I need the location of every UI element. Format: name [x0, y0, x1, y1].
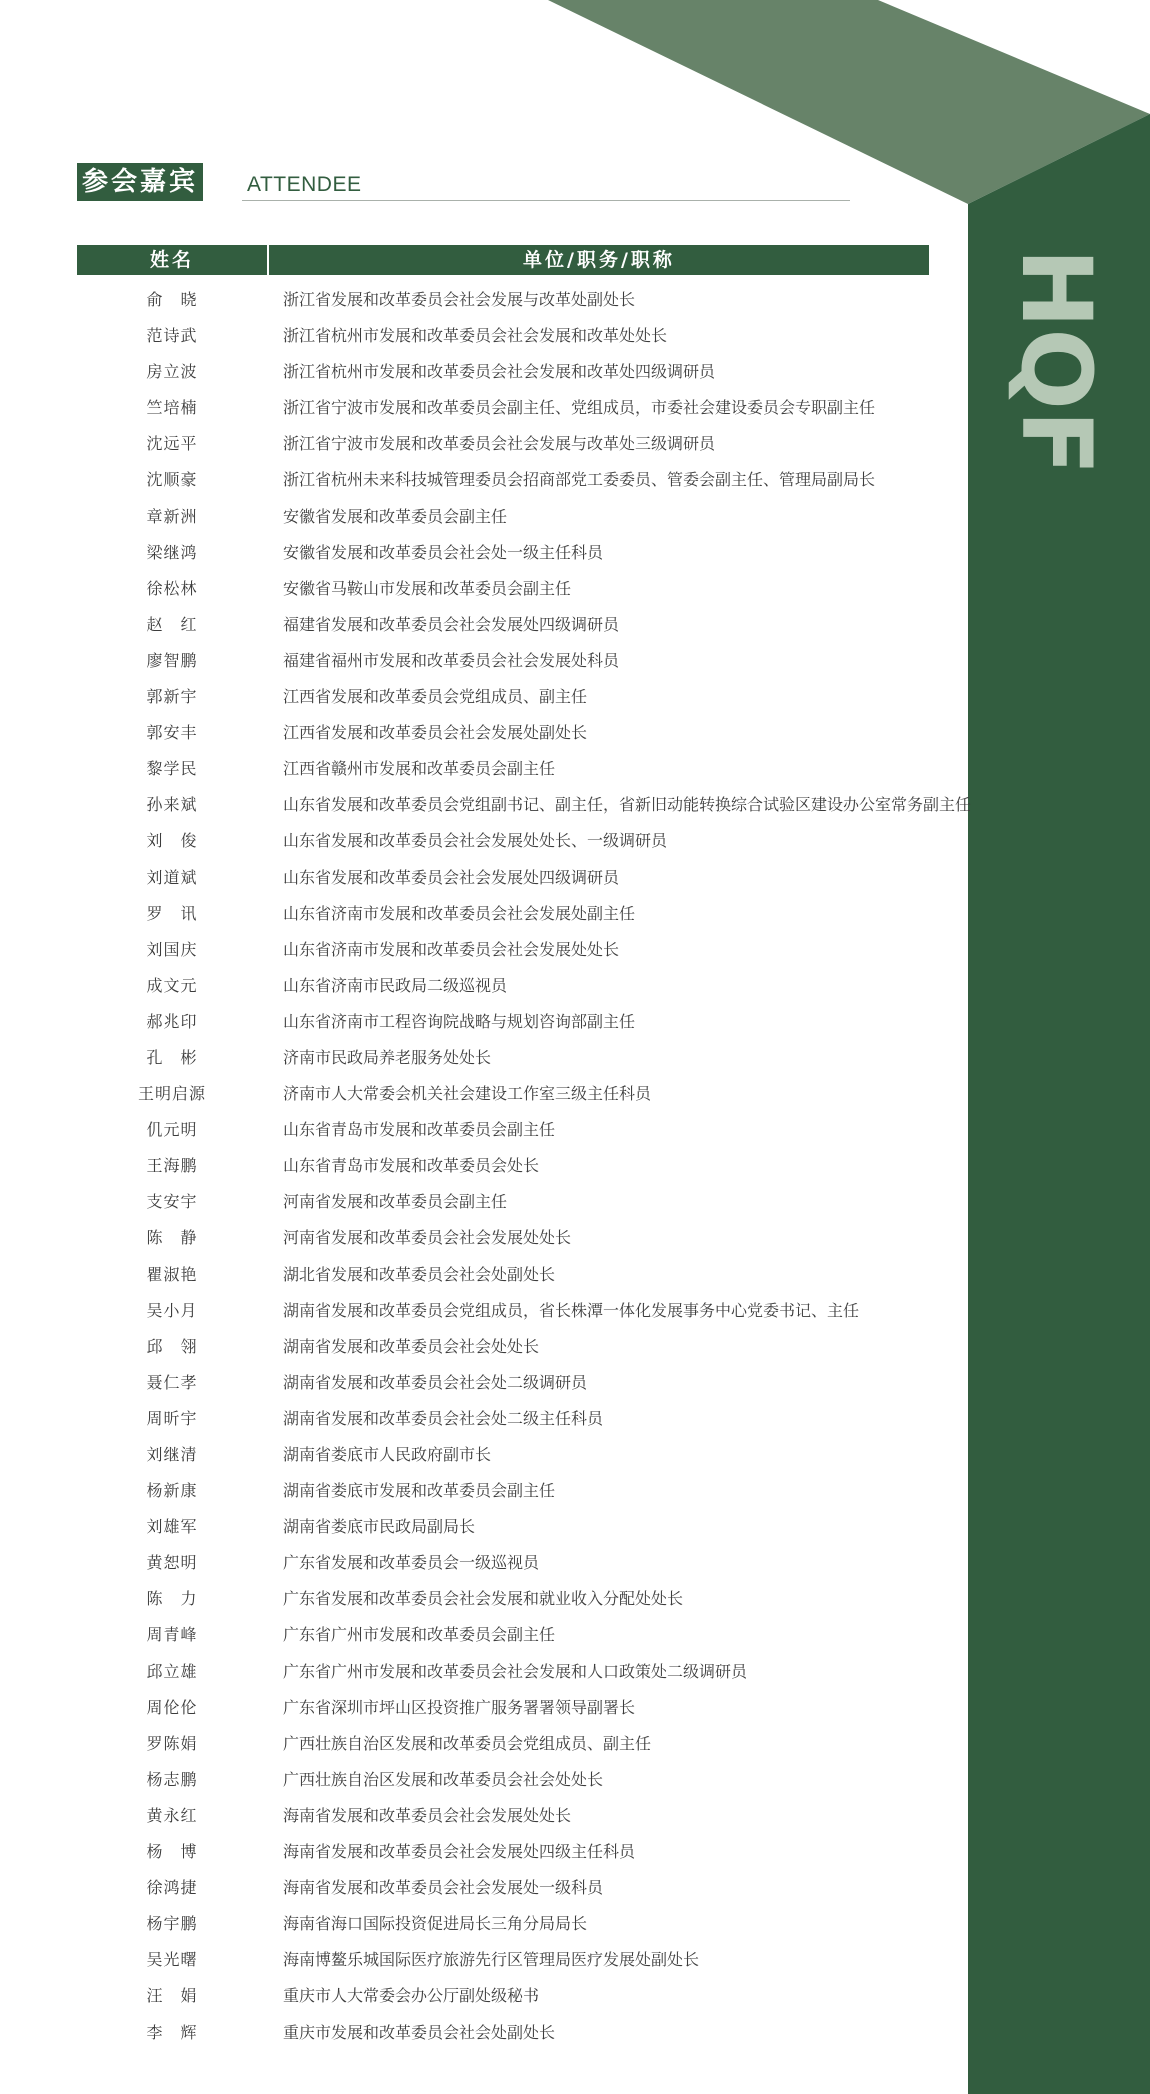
table-row [77, 465, 1027, 501]
attendee-title: 山东省济南市民政局二级巡视员 [283, 975, 508, 995]
attendee-name: 周青峰 [146, 1625, 198, 1645]
attendee-title: 江西省发展和改革委员会社会发展处副处长 [283, 723, 588, 743]
attendee-title: 浙江省宁波市发展和改革委员会副主任、党组成员，市委社会建设委员会专职副主任 [283, 398, 876, 418]
attendee-title: 广东省广州市发展和改革委员会社会发展和人口政策处二级调研员 [283, 1661, 748, 1681]
attendee-title: 海南省发展和改革委员会社会发展处处长 [283, 1805, 572, 1825]
table-row [77, 1512, 1027, 1548]
table-row [77, 1909, 1027, 1945]
attendee-title: 安徽省发展和改革委员会社会处一级主任科员 [283, 542, 604, 562]
attendee-title: 海南省海口国际投资促进局长三角分局局长 [283, 1914, 588, 1934]
attendee-title: 海南博鳌乐城国际医疗旅游先行区管理局医疗发展处副处长 [283, 1950, 700, 1970]
attendee-name: 刘 俊 [146, 831, 198, 851]
table-row [77, 971, 1027, 1007]
attendee-name: 徐松林 [146, 578, 198, 598]
attendee-name: 廖智鹏 [146, 650, 198, 670]
attendee-name: 范诗武 [146, 326, 198, 346]
attendee-name: 王明启源 [137, 1084, 206, 1104]
table-row [77, 502, 1027, 538]
attendee-name: 孙来斌 [146, 795, 198, 815]
attendee-title: 江西省发展和改革委员会党组成员、副主任 [283, 687, 588, 707]
attendee-title: 湖南省发展和改革委员会党组成员，省长株潭一体化发展事务中心党委书记、主任 [283, 1300, 860, 1320]
attendee-name: 刘道斌 [146, 867, 198, 887]
attendee-name: 陈 力 [146, 1589, 198, 1609]
attendee-table-header [77, 245, 929, 275]
attendee-name: 周伦伦 [146, 1697, 198, 1717]
table-row [77, 1584, 1027, 1620]
attendee-title: 海南省发展和改革委员会社会发展处一级科员 [283, 1878, 604, 1898]
attendee-title: 山东省发展和改革委员会党组副书记、副主任，省新旧动能转换综合试验区建设办公室常务副主任 [283, 795, 972, 815]
attendee-title: 湖南省娄底市民政局副局长 [283, 1517, 476, 1537]
attendee-title: 济南市人大常委会机关社会建设工作室三级主任科员 [283, 1084, 652, 1104]
attendee-name: 汪 娟 [146, 1986, 198, 2006]
attendee-title: 广东省发展和改革委员会一级巡视员 [283, 1553, 540, 1573]
attendee-name: 梁继鸿 [146, 542, 198, 562]
attendee-title: 广西壮族自治区发展和改革委员会党组成员、副主任 [283, 1733, 652, 1753]
table-row [77, 1945, 1027, 1981]
attendee-title: 山东省青岛市发展和改革委员会处长 [283, 1156, 540, 1176]
attendee-title: 湖南省发展和改革委员会社会处处长 [283, 1336, 540, 1356]
section-subtitle: ATTENDEE [247, 173, 362, 196]
attendee-title: 广东省广州市发展和改革委员会副主任 [283, 1625, 556, 1645]
attendee-title: 湖南省娄底市人民政府副市长 [283, 1445, 492, 1464]
attendee-title: 湖南省发展和改革委员会社会处二级调研员 [283, 1372, 588, 1392]
attendee-title: 广西壮族自治区发展和改革委员会社会处处长 [283, 1769, 604, 1789]
table-row [77, 1368, 1027, 1404]
section-title: 参会嘉宾 [77, 163, 203, 201]
attendee-title: 济南市民政局养老服务处处长 [283, 1047, 492, 1067]
attendee-name: 邱 翎 [146, 1336, 198, 1356]
attendee-title: 福建省福州市发展和改革委员会社会发展处科员 [283, 650, 620, 670]
table-row [77, 826, 1027, 862]
table-row [77, 538, 1027, 574]
attendee-name: 俞 晓 [146, 290, 198, 309]
table-row [77, 1043, 1027, 1079]
table-row [77, 718, 1027, 754]
attendee-name: 房立波 [146, 362, 198, 382]
table-row [77, 1151, 1027, 1187]
attendee-name: 章新洲 [146, 506, 198, 526]
attendee-title: 浙江省杭州市发展和改革委员会社会发展和改革处处长 [283, 326, 668, 346]
table-row [77, 1620, 1027, 1656]
attendee-name: 黎学民 [146, 759, 198, 779]
section-header [77, 163, 850, 203]
table-row [77, 1187, 1027, 1223]
attendee-name: 黄永红 [146, 1805, 198, 1825]
attendee-name: 孔 彬 [146, 1047, 198, 1067]
attendee-name: 杨新康 [146, 1481, 198, 1501]
attendee-name: 徐鸿捷 [146, 1878, 198, 1898]
table-row [77, 1657, 1027, 1693]
attendee-title: 山东省济南市工程咨询院战略与规划咨询部副主任 [283, 1011, 636, 1031]
table-row [77, 1765, 1027, 1801]
table-row [77, 1981, 1027, 2017]
attendee-name: 王海鹏 [146, 1156, 198, 1176]
table-row [77, 1007, 1027, 1043]
attendee-name: 聂仁孝 [146, 1372, 198, 1392]
table-row [77, 1440, 1027, 1476]
attendee-name: 瞿淑艳 [146, 1264, 198, 1284]
table-row [77, 429, 1027, 465]
table-row [77, 610, 1027, 646]
table-row [77, 321, 1027, 357]
table-row [77, 1476, 1027, 1512]
attendee-name: 刘雄军 [146, 1517, 198, 1537]
table-row [77, 790, 1027, 826]
table-row [77, 574, 1027, 610]
attendee-title: 浙江省杭州市发展和改革委员会社会发展和改革处四级调研员 [283, 362, 716, 382]
table-row [77, 1693, 1027, 1729]
attendee-title: 山东省济南市发展和改革委员会社会发展处副主任 [283, 903, 636, 923]
attendee-name: 杨志鹏 [146, 1769, 198, 1789]
attendee-name: 支安宇 [146, 1192, 198, 1212]
attendee-table-body [77, 285, 1027, 2054]
attendee-title: 浙江省宁波市发展和改革委员会社会发展与改革处三级调研员 [283, 434, 716, 454]
attendee-title: 山东省青岛市发展和改革委员会副主任 [283, 1120, 556, 1140]
attendee-title: 山东省济南市发展和改革委员会社会发展处处长 [283, 939, 620, 959]
table-row [77, 1729, 1027, 1765]
attendee-name: 李 辉 [146, 2022, 198, 2042]
table-row [77, 1115, 1027, 1151]
attendee-name: 仉元明 [146, 1120, 198, 1140]
table-row [77, 863, 1027, 899]
attendee-name: 杨宇鹏 [146, 1914, 198, 1934]
attendee-name: 陈 静 [146, 1228, 198, 1248]
attendee-name: 郝兆印 [146, 1011, 198, 1031]
table-row [77, 1873, 1027, 1909]
table-row [77, 1404, 1027, 1440]
attendee-title: 湖北省发展和改革委员会社会处副处长 [283, 1264, 556, 1284]
attendee-name: 竺培楠 [146, 398, 198, 418]
attendee-name: 邱立雄 [146, 1661, 198, 1681]
attendee-name: 罗陈娟 [146, 1733, 198, 1753]
table-row [77, 1332, 1027, 1368]
attendee-name: 吴光曙 [146, 1950, 198, 1970]
attendee-title: 山东省发展和改革委员会社会发展处四级调研员 [283, 867, 620, 887]
attendee-title: 海南省发展和改革委员会社会发展处四级主任科员 [283, 1842, 636, 1862]
attendee-title: 河南省发展和改革委员会社会发展处处长 [283, 1228, 572, 1248]
attendee-title: 湖南省娄底市发展和改革委员会副主任 [283, 1481, 556, 1501]
table-row [77, 393, 1027, 429]
attendee-name: 沈顺豪 [146, 470, 198, 490]
section-divider [242, 200, 850, 201]
table-row [77, 754, 1027, 790]
attendee-title: 浙江省发展和改革委员会社会发展与改革处副处长 [283, 290, 636, 309]
table-row [77, 1223, 1027, 1259]
table-row [77, 899, 1027, 935]
attendee-title: 河南省发展和改革委员会副主任 [283, 1192, 508, 1212]
table-row [77, 1801, 1027, 1837]
table-row [77, 1548, 1027, 1584]
table-row [77, 1296, 1027, 1332]
table-row [77, 357, 1027, 393]
attendee-name: 罗 讯 [146, 903, 198, 923]
attendee-title: 广东省深圳市坪山区投资推广服务署署领导副署长 [283, 1697, 636, 1717]
attendee-name: 赵 红 [146, 614, 198, 634]
attendee-name: 周昕宇 [146, 1408, 198, 1428]
attendee-name: 刘继清 [146, 1445, 198, 1464]
attendee-title: 浙江省杭州未来科技城管理委员会招商部党工委委员、管委会副主任、管理局副局长 [283, 470, 876, 490]
attendee-name: 黄恕明 [146, 1553, 198, 1573]
table-row [77, 646, 1027, 682]
attendee-name: 郭安丰 [146, 723, 198, 743]
column-header-title: 单位/职务/职称 [269, 245, 929, 275]
attendee-name: 沈远平 [146, 434, 198, 454]
brand-logo-text: HQF [1000, 248, 1112, 476]
attendee-title: 山东省发展和改革委员会社会发展处处长、一级调研员 [283, 831, 668, 851]
table-row [77, 682, 1027, 718]
attendee-title: 湖南省发展和改革委员会社会处二级主任科员 [283, 1408, 604, 1428]
table-row [77, 1837, 1027, 1873]
attendee-title: 江西省赣州市发展和改革委员会副主任 [283, 759, 556, 779]
table-row [77, 935, 1027, 971]
table-row [77, 1260, 1027, 1296]
attendee-name: 成文元 [146, 975, 198, 995]
attendee-name: 杨 博 [146, 1842, 198, 1862]
attendee-title: 重庆市人大常委会办公厅副处级秘书 [283, 1986, 540, 2006]
attendee-name: 郭新宇 [146, 687, 198, 707]
attendee-title: 重庆市发展和改革委员会社会处副处长 [283, 2022, 556, 2042]
table-row [77, 2018, 1027, 2054]
attendee-title: 安徽省发展和改革委员会副主任 [283, 506, 508, 526]
attendee-title: 广东省发展和改革委员会社会发展和就业收入分配处处长 [283, 1589, 684, 1609]
table-row [77, 285, 1027, 321]
attendee-name: 刘国庆 [146, 939, 198, 959]
attendee-name: 吴小月 [146, 1300, 198, 1320]
column-header-name: 姓名 [77, 245, 267, 275]
attendee-title: 安徽省马鞍山市发展和改革委员会副主任 [283, 578, 572, 598]
table-row [77, 1079, 1027, 1115]
attendee-title: 福建省发展和改革委员会社会发展处四级调研员 [283, 614, 620, 634]
